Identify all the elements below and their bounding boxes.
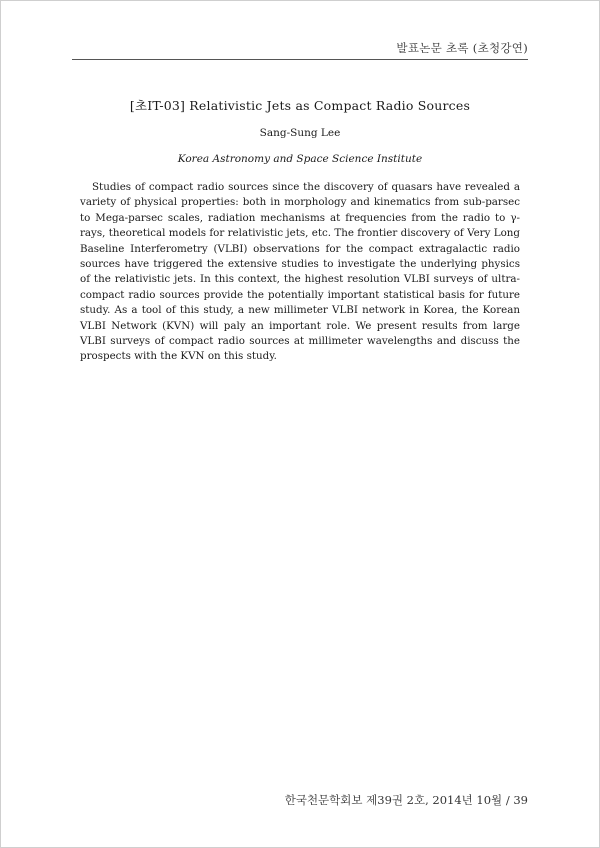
article-title: [초IT-03] Relativistic Jets as Compact Radio Sources (129, 98, 471, 113)
author-affiliation: Korea Astronomy and Space Science Institute (177, 153, 423, 165)
author-name: Sang-Sung Lee (259, 127, 341, 139)
running-header: 발표논문 초록 (초청강연) (396, 41, 528, 55)
running-footer: 한국천문학회보 제39권 2호, 2014년 10월 / 39 (284, 793, 528, 807)
header-rule (72, 59, 528, 60)
abstract-text: Studies of compact radio sources since the discovery of quasars have revealed a variety of physical properties: both in morphology and kinematics from sub-parsec to Mega-parsec scales, radiation mechanisms at frequencies from the radio to γ-rays, theoretical models for relativistic jets, etc. The frontier discovery of Very Long Baseline Interferometry (VLBI) observations for the compact extragalactic radio sources have triggered the extensive studies to investigate the underlying physics of the relativistic jets. In this context, the highest resolution VLBI surveys of ultra-compact radio sources provide the potentially important statistical basis for future study. As a tool of this study, a new millimeter VLBI network in Korea, the Korean VLBI Network (KVN) will paly an important role. We present results from large VLBI surveys of compact radio sources at millimeter wavelengths and discuss the prospects with the KVN on this study. (80, 181, 520, 363)
